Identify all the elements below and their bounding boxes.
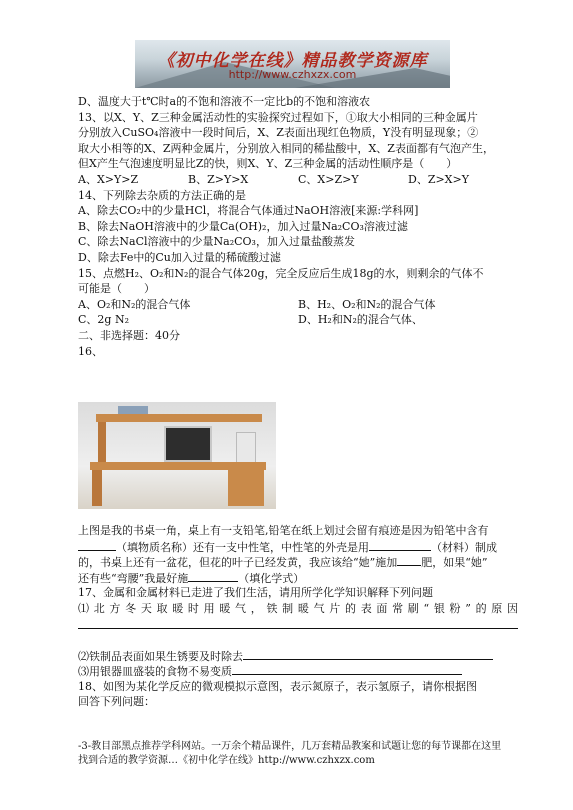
q17-part-1: ⑴北方冬天取暖时用暖气，铁制暖气片的表面常刷“银粉”的原因 bbox=[78, 601, 518, 615]
banner-title: 《初中化学在线》精品教学资源库 bbox=[157, 51, 428, 71]
q16-text: 肥，如果“她” bbox=[421, 556, 488, 570]
q13-option-a: A、X>Y>Z bbox=[78, 172, 139, 186]
computer-tower-shape bbox=[236, 432, 256, 464]
q17-answer-space bbox=[78, 617, 518, 648]
answer-blank[interactable] bbox=[243, 648, 493, 660]
q16-number: 16、 bbox=[78, 344, 103, 358]
desk-cabinet-shape bbox=[228, 470, 264, 506]
monitor-shape bbox=[164, 426, 212, 462]
q15-stem-line: 15、点燃H₂、O₂和N₂的混合气体20g，完全反应后生成18g的水，则剩余的气体不 bbox=[78, 266, 484, 280]
answer-blank[interactable] bbox=[397, 554, 421, 566]
q16-paragraph-line bbox=[78, 554, 518, 570]
q14-option-c: C、除去NaCl溶液中的少量Na₂CO₃，加入过量盐酸蒸发 bbox=[78, 235, 355, 249]
q15-option-a: A、O₂和N₂的混合气体 bbox=[78, 297, 191, 311]
q18-line: 18、如图为某化学反应的微观模拟示意图，表示氮原子，表示氢原子，请你根据图 bbox=[78, 679, 477, 693]
q15-option-c: C、2g N₂ bbox=[78, 313, 129, 327]
footer-line: -3-教目部黑点推荐学科网站。一万余个精品课件，几万套精品教案和试题让您的每节课都在这里 bbox=[78, 741, 502, 752]
q16-text: （材料）制成 bbox=[431, 540, 497, 554]
q15-option-d: D、H₂和N₂的混合气体、 bbox=[298, 313, 423, 327]
q15-options-row bbox=[78, 297, 518, 313]
q16-text: 的，书桌上还有一盆花，但花的叶子已经发黄，我应该给“她”施加 bbox=[78, 556, 398, 570]
desk-leg-shape bbox=[92, 470, 102, 506]
q17-part-2: ⑵铁制品表面如果生锈要及时除去 bbox=[78, 649, 243, 663]
q14-stem: 14、下列除去杂质的方法正确的是 bbox=[78, 188, 246, 202]
q16-paragraph-line: 上图是我的书桌一角，桌上有一支铅笔,铅笔在纸上划过会留有痕迹是因为铅笔中含有 bbox=[78, 524, 489, 537]
answer-blank[interactable] bbox=[369, 539, 431, 551]
q17-part-2-line bbox=[78, 648, 518, 664]
q16-paragraph-line bbox=[78, 570, 518, 586]
q13-option-b: B、Z>Y>X bbox=[188, 172, 249, 186]
footer-line[interactable]: 找到合适的教学资源…《初中化学在线》http://www.czhxzx.com bbox=[78, 755, 375, 766]
desk-photo bbox=[78, 402, 276, 509]
q17-stem: 17、金属和金属材料已走进了我们生活，请用所学化学知识解释下列问题 bbox=[78, 586, 433, 600]
q13-stem-line: 13、以X、Y、Z三种金属活动性的实验探究过程如下，①取大小相同的三种金属片 bbox=[78, 110, 478, 124]
q14-option-a: A、除去CO₂中的少量HCl，将混合气体通过NaOH溶液[来源:学科网] bbox=[78, 204, 419, 218]
answer-blank[interactable] bbox=[188, 570, 238, 582]
books-shape bbox=[118, 406, 148, 414]
answer-blank[interactable] bbox=[78, 539, 116, 551]
q13-stem-line: 分别放入CuSO₄溶液中一段时间后，X、Z表面出现红色物质，Y没有明显现象；② bbox=[78, 126, 479, 140]
q17-part-3-line bbox=[78, 663, 518, 679]
q14-option-d: D、除去Fe中的Cu加入过量的稀硫酸过滤 bbox=[78, 250, 281, 264]
document-body-lower bbox=[78, 523, 518, 710]
q15-option-b: B、H₂、O₂和N₂的混合气体 bbox=[298, 297, 436, 311]
section-heading: 二、非选择题：40分 bbox=[78, 328, 180, 342]
answer-blank[interactable] bbox=[78, 617, 518, 629]
q18-line: 回答下列问题： bbox=[78, 695, 155, 709]
desk-shelf-shape bbox=[96, 414, 262, 422]
q13-option-d: D、Z>X>Y bbox=[408, 172, 469, 186]
q16-paragraph-line bbox=[78, 539, 518, 555]
desk-top-shape bbox=[90, 462, 266, 470]
q12-option-d: D、温度大于t℃时a的不饱和溶液不一定比b的不饱和溶液农 bbox=[78, 95, 371, 108]
q15-stem-line: 可能是（ ） bbox=[78, 282, 155, 296]
q13-stem-line: 取大小相等的X、Z两种金属片，分别放入相同的稀盐酸中，X、Z表面都有气泡产生， bbox=[78, 141, 494, 155]
q16-text: （填化学式） bbox=[238, 571, 305, 585]
desk-side-shape bbox=[98, 422, 106, 462]
q16-text: 还有些“弯腰”我最好施 bbox=[78, 571, 189, 585]
q13-option-c: C、X>Z>Y bbox=[298, 172, 359, 186]
header-banner bbox=[135, 40, 450, 88]
banner-url[interactable]: http://www.czhxzx.com bbox=[228, 68, 357, 81]
answer-blank[interactable] bbox=[232, 663, 462, 675]
q17-part-3: ⑶用银器皿盛装的食物不易变质 bbox=[78, 665, 232, 679]
q15-options-row bbox=[78, 312, 518, 328]
q13-options bbox=[78, 172, 518, 188]
q14-option-b: B、除去NaOH溶液中的少量Ca(OH)₂，加入过量Na₂CO₃溶液过滤 bbox=[78, 219, 408, 233]
page-footer bbox=[78, 740, 518, 768]
document-body bbox=[78, 94, 518, 359]
q13-stem-line: 但X产生气泡速度明显比Z的快，则X、Y、Z三种金属的活动性顺序是（ ） bbox=[78, 157, 458, 171]
q16-text: （填物质名称）还有一支中性笔，中性笔的外壳是用 bbox=[116, 540, 369, 554]
